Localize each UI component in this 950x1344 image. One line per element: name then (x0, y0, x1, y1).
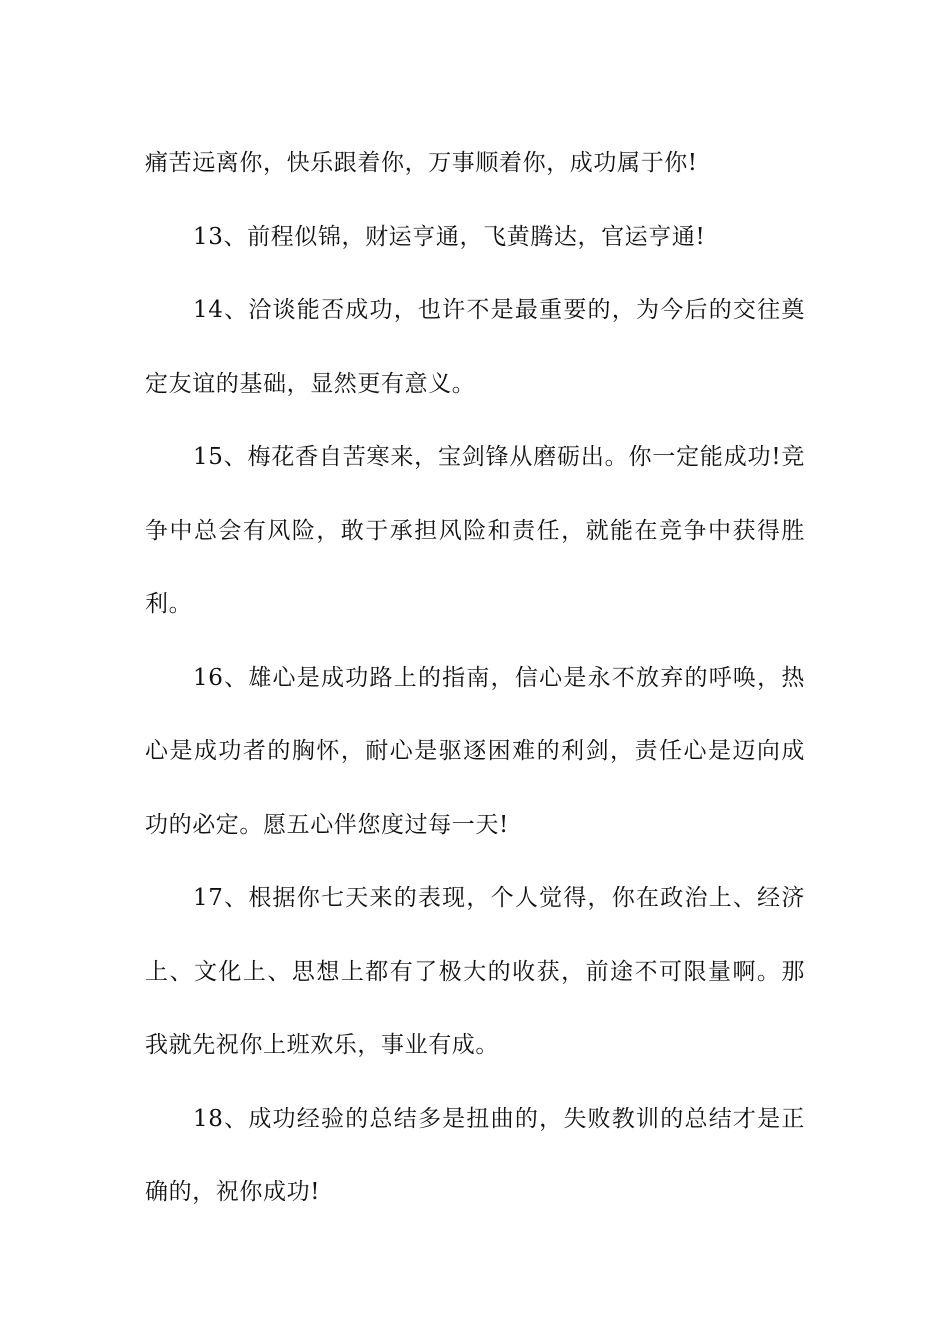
paragraph-15: 15、梅花香自苦寒来，宝剑锋从磨砺出。你一定能成功!竞争中总会有风险，敢于承担风险和责任，就能在竞争中获得胜利。 (145, 444, 805, 617)
paragraph-18: 18、成功经验的总结多是扭曲的，失败教训的总结才是正确的，祝你成功! (145, 1105, 805, 1205)
document-body (145, 127, 805, 1230)
paragraph-13: 13、前程似锦，财运亨通，飞黄腾达，官运亨通! (193, 223, 706, 250)
paragraph-continuation: 痛苦远离你，快乐跟着你，万事顺着你，成功属于你! (145, 150, 698, 176)
paragraph-17: 17、根据你七天来的表现，个人觉得，你在政治上、经济上、文化上、思想上都有了极大的收获，前途不可限量啊。那我就先祝你上班欢乐，事业有成。 (145, 885, 805, 1058)
paragraph-16: 16、雄心是成功路上的指南，信心是永不放弃的呼唤，热心是成功者的胸怀，耐心是驱逐困难的利剑，责任心是迈向成功的必定。愿五心伴您度过每一天! (145, 664, 805, 838)
paragraph-14: 14、洽谈能否成功，也许不是最重要的，为今后的交往奠定友谊的基础，显然更有意义。 (145, 297, 805, 397)
